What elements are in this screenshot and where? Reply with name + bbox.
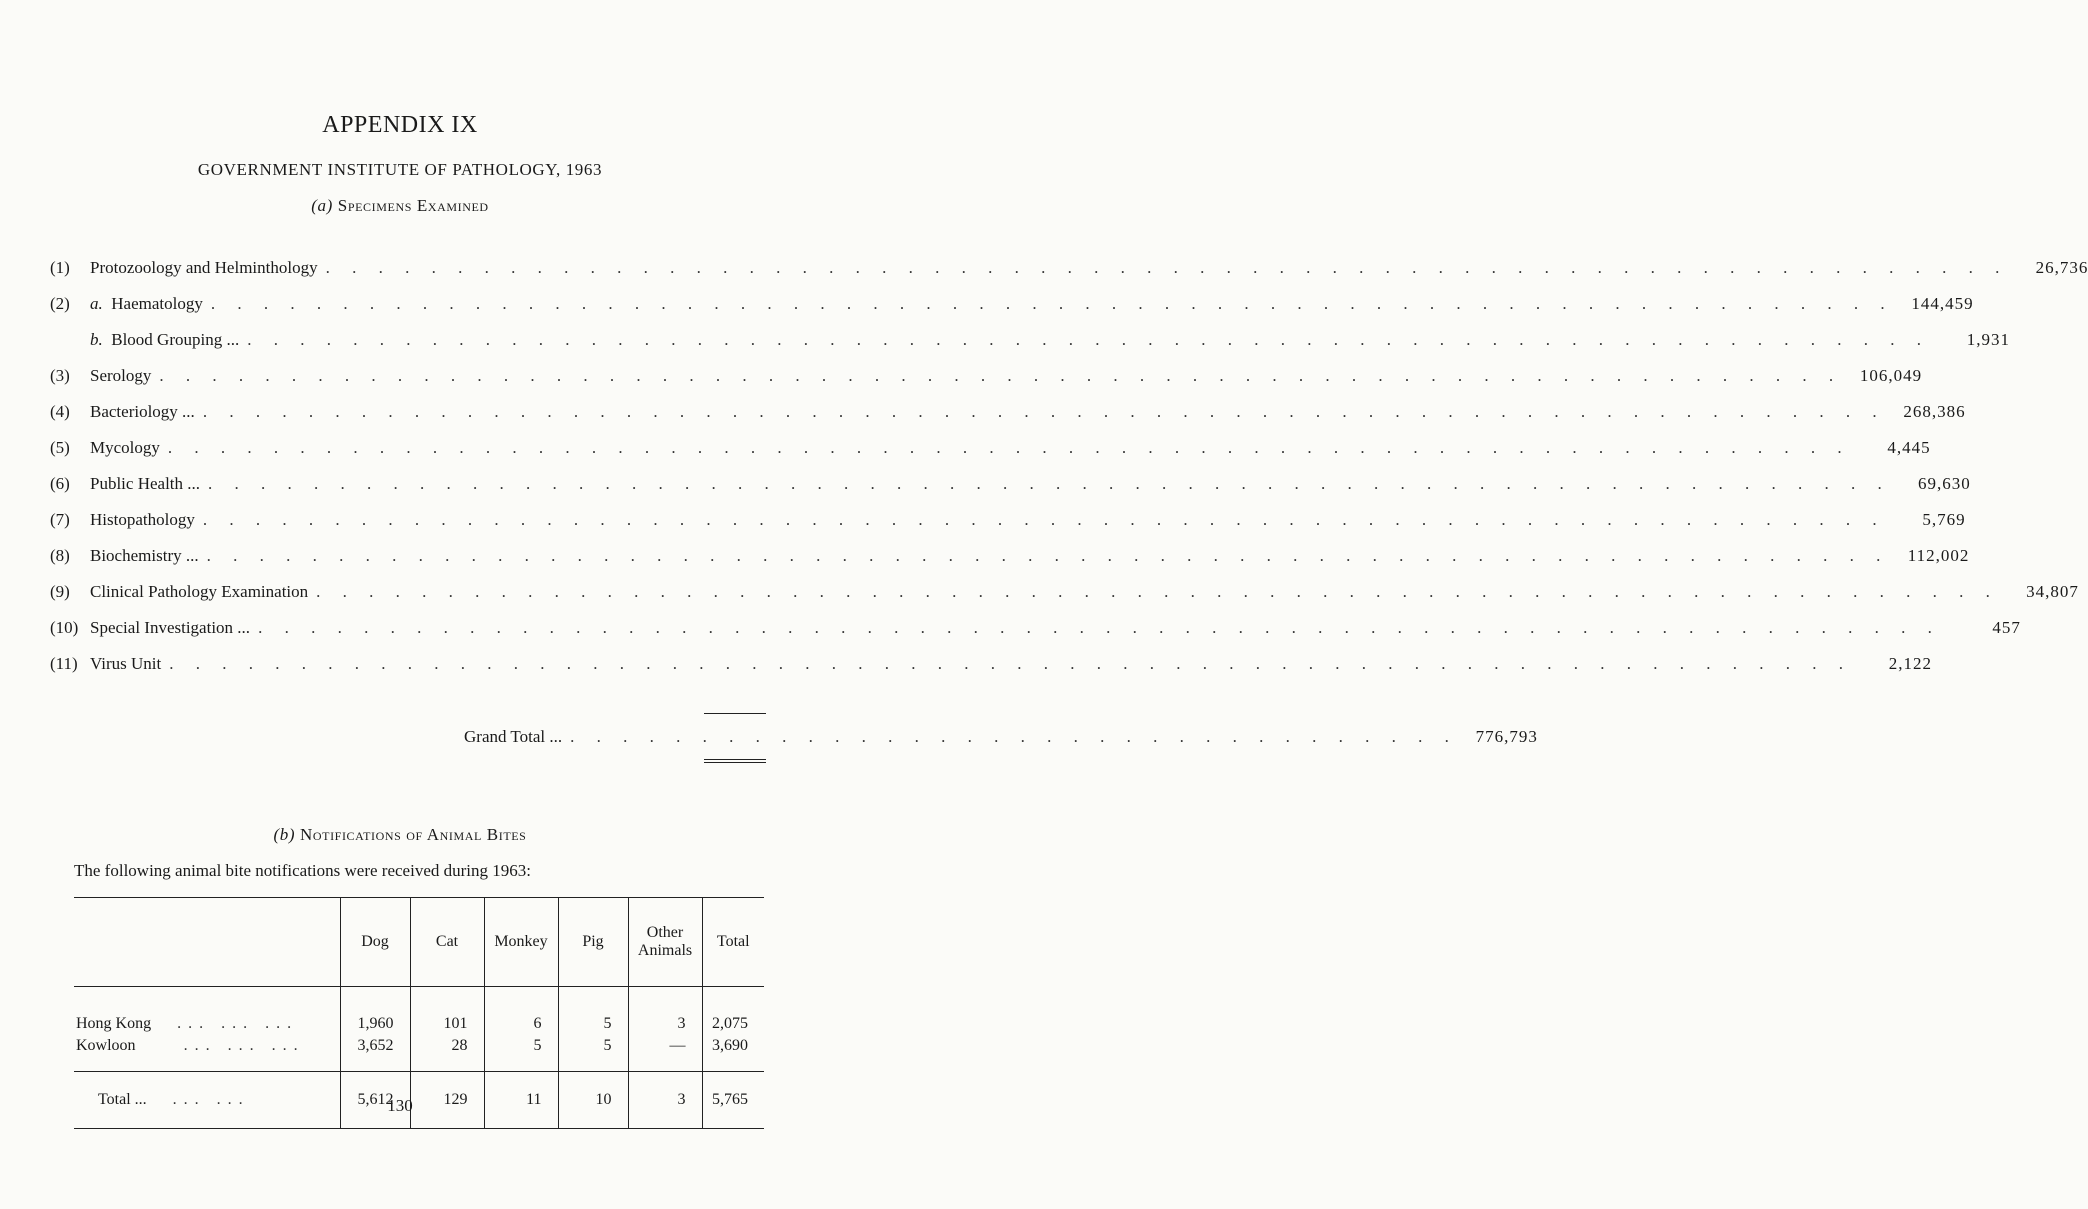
cell-dog: 3,652 bbox=[340, 1033, 410, 1072]
section-b-intro: The following animal bite notifications were received during 1963: bbox=[74, 861, 531, 880]
cell-other: 3 bbox=[628, 987, 702, 1034]
specimen-value: 268,386 bbox=[1903, 402, 1966, 421]
grand-total-label: Grand Total ... bbox=[464, 727, 563, 746]
dot-leader: . . . . . . . . . . . . . . . . . . . . . . . . . . . . . . . . . . . . . . . . . . . . . . . . . . . . . . . . . . . . . . . . bbox=[325, 258, 2009, 277]
dot-leader: . . . . . . . . . . . . . . . . . . . . . . . . . . . . . . . . . . . . . . . . . . . . . . . . . . . . . . . . . . . . . . . . bbox=[159, 366, 1843, 385]
specimen-row bbox=[50, 294, 1974, 318]
grand-total-value: 776,793 bbox=[1475, 727, 1538, 746]
specimen-label: Serology bbox=[90, 366, 152, 385]
specimen-number: (8) bbox=[50, 546, 70, 565]
institute-heading: GOVERNMENT INSTITUTE OF PATHOLOGY, 1963 bbox=[197, 160, 603, 179]
total-pig: 10 bbox=[558, 1072, 628, 1129]
header-cat: Cat bbox=[410, 898, 484, 987]
section-a-heading bbox=[0, 196, 800, 216]
specimen-label: b. Blood Grouping ... bbox=[90, 330, 240, 349]
specimen-label: Biochemistry ... bbox=[90, 546, 199, 565]
specimen-number: (4) bbox=[50, 402, 70, 421]
specimen-number: (10) bbox=[50, 618, 79, 637]
cell-cat: 28 bbox=[410, 1033, 484, 1072]
header-dog: Dog bbox=[340, 898, 410, 987]
specimen-row bbox=[50, 654, 1932, 678]
specimen-value: 144,459 bbox=[1911, 294, 1974, 313]
specimen-row bbox=[50, 366, 1923, 390]
specimen-row bbox=[50, 510, 1966, 534]
specimen-value: 1,931 bbox=[1966, 330, 2010, 349]
specimen-row bbox=[50, 618, 2021, 642]
cell-total: 3,690 bbox=[702, 1033, 764, 1072]
specimen-value: 106,049 bbox=[1859, 366, 1923, 385]
specimen-row bbox=[50, 402, 1966, 426]
dot-leader: . . . . . . . . . . . . . . . . . . . . . . . . . . . . . . . . . . . . . . . . . . . . . . . . . . . . . . . . . . . . . . . . bbox=[202, 510, 1886, 529]
specimen-value: 69,630 bbox=[1918, 474, 1971, 493]
specimen-number: (5) bbox=[50, 438, 70, 457]
dot-leader: . . . . . . . . . . . . . . . . . . . . . . . . . . . . . . . . . . . . . . . . . . . . . . . . . . . . . . . . . . . . . . . . bbox=[210, 294, 1894, 313]
specimen-row bbox=[50, 582, 2079, 606]
cell-cat: 101 bbox=[410, 987, 484, 1034]
row-label bbox=[74, 987, 340, 1034]
dot-leader: . . . . . . . . . . . . . . . . . . . . . . . . . . . . . . . . . . . . . . . . . . . . . . . . . . . . . . . . . . . . . . . . bbox=[202, 402, 1886, 421]
total-cat: 129 bbox=[410, 1072, 484, 1129]
specimen-number: (2) bbox=[50, 294, 70, 313]
dot-leader: . . . . . . . . . . . . . . . . . . . . . . . . . . . . . . . . . . . . . . . . . . . . . . . . . . . . . . . . . . . . . . . . bbox=[167, 438, 1851, 457]
cell-pig: 5 bbox=[558, 1033, 628, 1072]
specimen-value: 5,769 bbox=[1922, 510, 1966, 529]
grand-total-leader: . . . . . . . . . . . . . . . . . . . . . . . . . . . . . . . . . . bbox=[570, 727, 1458, 746]
dot-leader: . . . . . . . . . . . . . . . . . . . . . . . . . . . . . . . . . . . . . . . . . . . . . . . . . . . . . . . . . . . . . . . . bbox=[316, 582, 1999, 601]
specimen-row bbox=[50, 546, 1970, 570]
total-monkey: 11 bbox=[484, 1072, 558, 1129]
specimen-row bbox=[50, 474, 1971, 498]
specimen-label: Virus Unit bbox=[90, 654, 162, 673]
dot-leader: . . . . . . . . . . . . . . . . . . . . . . . . . . . . . . . . . . . . . . . . . . . . . . . . . . . . . . . . . . . . . . . . bbox=[247, 330, 1930, 349]
specimen-value: 26,736 bbox=[2035, 258, 2088, 277]
specimen-value: 457 bbox=[1992, 618, 2021, 637]
specimen-value: 2,122 bbox=[1888, 654, 1932, 673]
cell-other: — bbox=[628, 1033, 702, 1072]
specimen-value: 4,445 bbox=[1887, 438, 1931, 457]
specimen-value: 34,807 bbox=[2026, 582, 2079, 601]
total-leader: ... ... bbox=[150, 1091, 250, 1108]
cell-monkey: 6 bbox=[484, 987, 558, 1034]
specimen-row bbox=[50, 438, 1931, 462]
table-header-row bbox=[74, 898, 764, 987]
header-monkey: Monkey bbox=[484, 898, 558, 987]
specimen-row bbox=[50, 330, 2010, 354]
cell-monkey: 5 bbox=[484, 1033, 558, 1072]
specimen-label: a. Haematology bbox=[90, 294, 203, 313]
specimen-number: (1) bbox=[50, 258, 70, 277]
section-a-title: Specimens Examined bbox=[337, 196, 489, 215]
dot-leader: . . . . . . . . . . . . . . . . . . . . . . . . . . . . . . . . . . . . . . . . . . . . . . . . . . . . . . . . . . . . . . . . bbox=[206, 546, 1890, 565]
total-label-text: Total ... bbox=[98, 1091, 147, 1108]
appendix-heading: APPENDIX IX bbox=[322, 112, 478, 138]
specimen-label: Mycology bbox=[90, 438, 160, 457]
header-pig: Pig bbox=[558, 898, 628, 987]
specimen-row bbox=[50, 258, 2088, 282]
cell-pig: 5 bbox=[558, 987, 628, 1034]
page-number: 130 bbox=[387, 1096, 413, 1115]
specimen-number: (3) bbox=[50, 366, 70, 385]
animal-bites-table bbox=[74, 897, 764, 1129]
specimen-label: Public Health ... bbox=[90, 474, 201, 493]
specimen-value: 112,002 bbox=[1907, 546, 1970, 565]
row-label bbox=[74, 1033, 340, 1072]
specimen-number: (7) bbox=[50, 510, 70, 529]
total-total: 5,765 bbox=[702, 1072, 764, 1129]
grand-total-row bbox=[464, 727, 1538, 751]
specimen-number: (9) bbox=[50, 582, 70, 601]
specimen-number: (6) bbox=[50, 474, 70, 493]
table-row bbox=[74, 1033, 764, 1072]
specimen-label: Protozoology and Helminthology bbox=[90, 258, 318, 277]
total-dog: 5,612 bbox=[340, 1072, 410, 1129]
row-leader: ... ... ... bbox=[155, 1015, 299, 1032]
section-b-letter: (b) bbox=[273, 825, 296, 844]
specimen-label: Histopathology bbox=[90, 510, 195, 529]
section-b-heading bbox=[0, 825, 800, 845]
dot-leader: . . . . . . . . . . . . . . . . . . . . . . . . . . . . . . . . . . . . . . . . . . . . . . . . . . . . . . . . . . . . . . . . bbox=[208, 474, 1891, 493]
row-label-text: Kowloon bbox=[76, 1037, 136, 1054]
sum-rule bbox=[704, 713, 766, 714]
section-a-letter: (a) bbox=[311, 196, 333, 215]
dot-leader: . . . . . . . . . . . . . . . . . . . . . . . . . . . . . . . . . . . . . . . . . . . . . . . . . . . . . . . . . . . . . . . . bbox=[258, 618, 1941, 637]
header-total: Total bbox=[702, 898, 764, 987]
cell-dog: 1,960 bbox=[340, 987, 410, 1034]
double-rule-bottom bbox=[704, 762, 766, 763]
cell-total: 2,075 bbox=[702, 987, 764, 1034]
dot-leader: . . . . . . . . . . . . . . . . . . . . . . . . . . . . . . . . . . . . . . . . . . . . . . . . . . . . . . . . . . . . . . . . bbox=[169, 654, 1852, 673]
specimen-label: Bacteriology ... bbox=[90, 402, 195, 421]
specimen-label: Clinical Pathology Examination bbox=[90, 582, 309, 601]
row-leader: ... ... ... bbox=[139, 1037, 305, 1054]
total-other: 3 bbox=[628, 1072, 702, 1129]
section-b-title: Notifications of Animal Bites bbox=[300, 825, 527, 844]
specimen-number: (11) bbox=[50, 654, 78, 673]
header-blank bbox=[74, 898, 340, 987]
double-rule-top bbox=[704, 759, 766, 760]
table-row bbox=[74, 987, 764, 1034]
specimen-label: Special Investigation ... bbox=[90, 618, 251, 637]
header-other-animals: Other Animals bbox=[628, 898, 702, 987]
row-label-text: Hong Kong bbox=[76, 1015, 152, 1032]
